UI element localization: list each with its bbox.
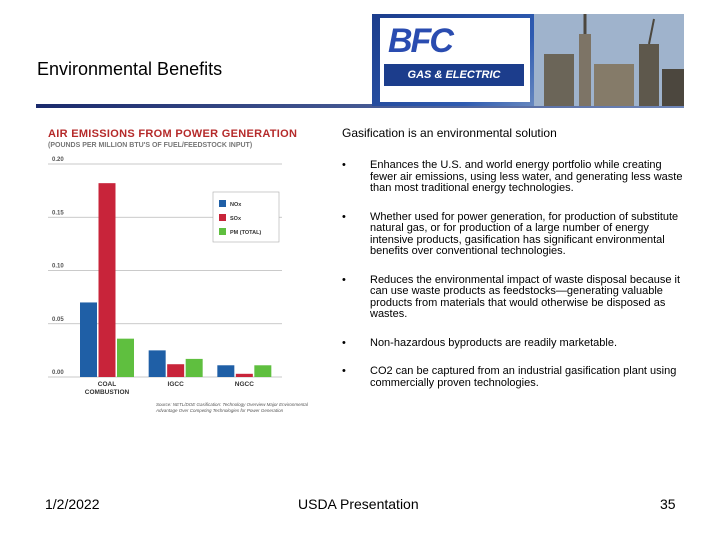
chart-subtitle: (POUNDS PER MILLION BTU'S OF FUEL/FEEDSTOCK INPUT) — [48, 142, 253, 149]
legend-label: NOx — [230, 202, 242, 208]
bar-pm-total- — [117, 339, 134, 377]
y-tick-label: 0.00 — [52, 370, 64, 376]
x-category-label: COAL — [97, 381, 117, 388]
company-logo — [380, 18, 530, 102]
page-number: 35 — [660, 496, 676, 512]
footer-date: 1/2/2022 — [45, 496, 100, 512]
chart-title: AIR EMISSIONS FROM POWER GENERATION — [48, 128, 298, 140]
chart-source: Source: NETL/DOE Gasification: Technology Overview Major Environmental Advantage Over Competing Technologies for Power Generation — [156, 402, 308, 413]
bar-pm-total- — [254, 365, 271, 377]
x-category-label: IGCC — [167, 381, 184, 388]
bullet-list — [342, 160, 687, 389]
x-category-label: NGCC — [234, 381, 254, 388]
list-item — [342, 212, 687, 258]
x-category-label: COMBUSTION — [84, 389, 130, 396]
content-column — [342, 126, 687, 406]
y-tick-label: 0.10 — [52, 263, 64, 270]
bullet-text: Enhances the U.S. and world energy portfolio while creating fewer air emissions, using less water, and generating less waste than most traditional energy technologies. — [370, 159, 683, 194]
bar-nox — [217, 365, 234, 377]
list-item — [342, 366, 687, 389]
bar-pm-total- — [186, 359, 203, 377]
footer-title: USDA Presentation — [298, 496, 419, 512]
bar-sox — [236, 374, 253, 377]
slide-title: Environmental Benefits — [37, 59, 223, 79]
bullet-text: CO2 can be captured from an industrial gasification plant using commercially proven technologies. — [370, 365, 677, 389]
bullet-marker: • — [342, 365, 346, 377]
bar-nox — [149, 350, 166, 377]
y-tick-label: 0.15 — [52, 210, 64, 217]
legend-swatch — [219, 228, 226, 235]
bar-nox — [80, 302, 97, 377]
list-item — [342, 338, 687, 350]
plant-photo — [534, 14, 684, 106]
bullet-marker: • — [342, 336, 346, 349]
intro-heading: Gasification is an environmental solution — [342, 126, 557, 140]
bullet-text: Reduces the environmental impact of waste disposal because it can use waste products as feedstocks—generating valuable products from materials that would otherwise be disposed as wastes. — [370, 273, 681, 320]
bullet-text: Non-hazardous byproducts are readily marketable. — [370, 336, 618, 349]
logo-mark: BFC — [388, 22, 452, 60]
bullet-marker: • — [342, 159, 346, 171]
y-tick-label: 0.20 — [52, 157, 64, 163]
legend-label: SOx — [230, 216, 242, 222]
chart-plot — [38, 122, 322, 402]
list-item — [342, 275, 687, 321]
bullet-text: Whether used for power generation, for production of substitute natural gas, or for production of a large number of energy intensive products, gasification has significant environmental benefits over conventional technologies. — [370, 210, 679, 257]
bullet-marker: • — [342, 210, 346, 223]
bar-sox — [99, 183, 116, 377]
legend-swatch — [219, 214, 226, 221]
legend-swatch — [219, 200, 226, 207]
y-tick-label: 0.05 — [52, 316, 64, 323]
logo-text: GAS & ELECTRIC COMPANIES — [384, 64, 524, 86]
bullet-marker: • — [342, 273, 346, 286]
list-item — [342, 160, 687, 195]
bar-sox — [167, 364, 184, 377]
emissions-chart — [38, 122, 322, 422]
legend-label: PM (TOTAL) — [230, 230, 262, 236]
header-banner — [372, 14, 684, 106]
